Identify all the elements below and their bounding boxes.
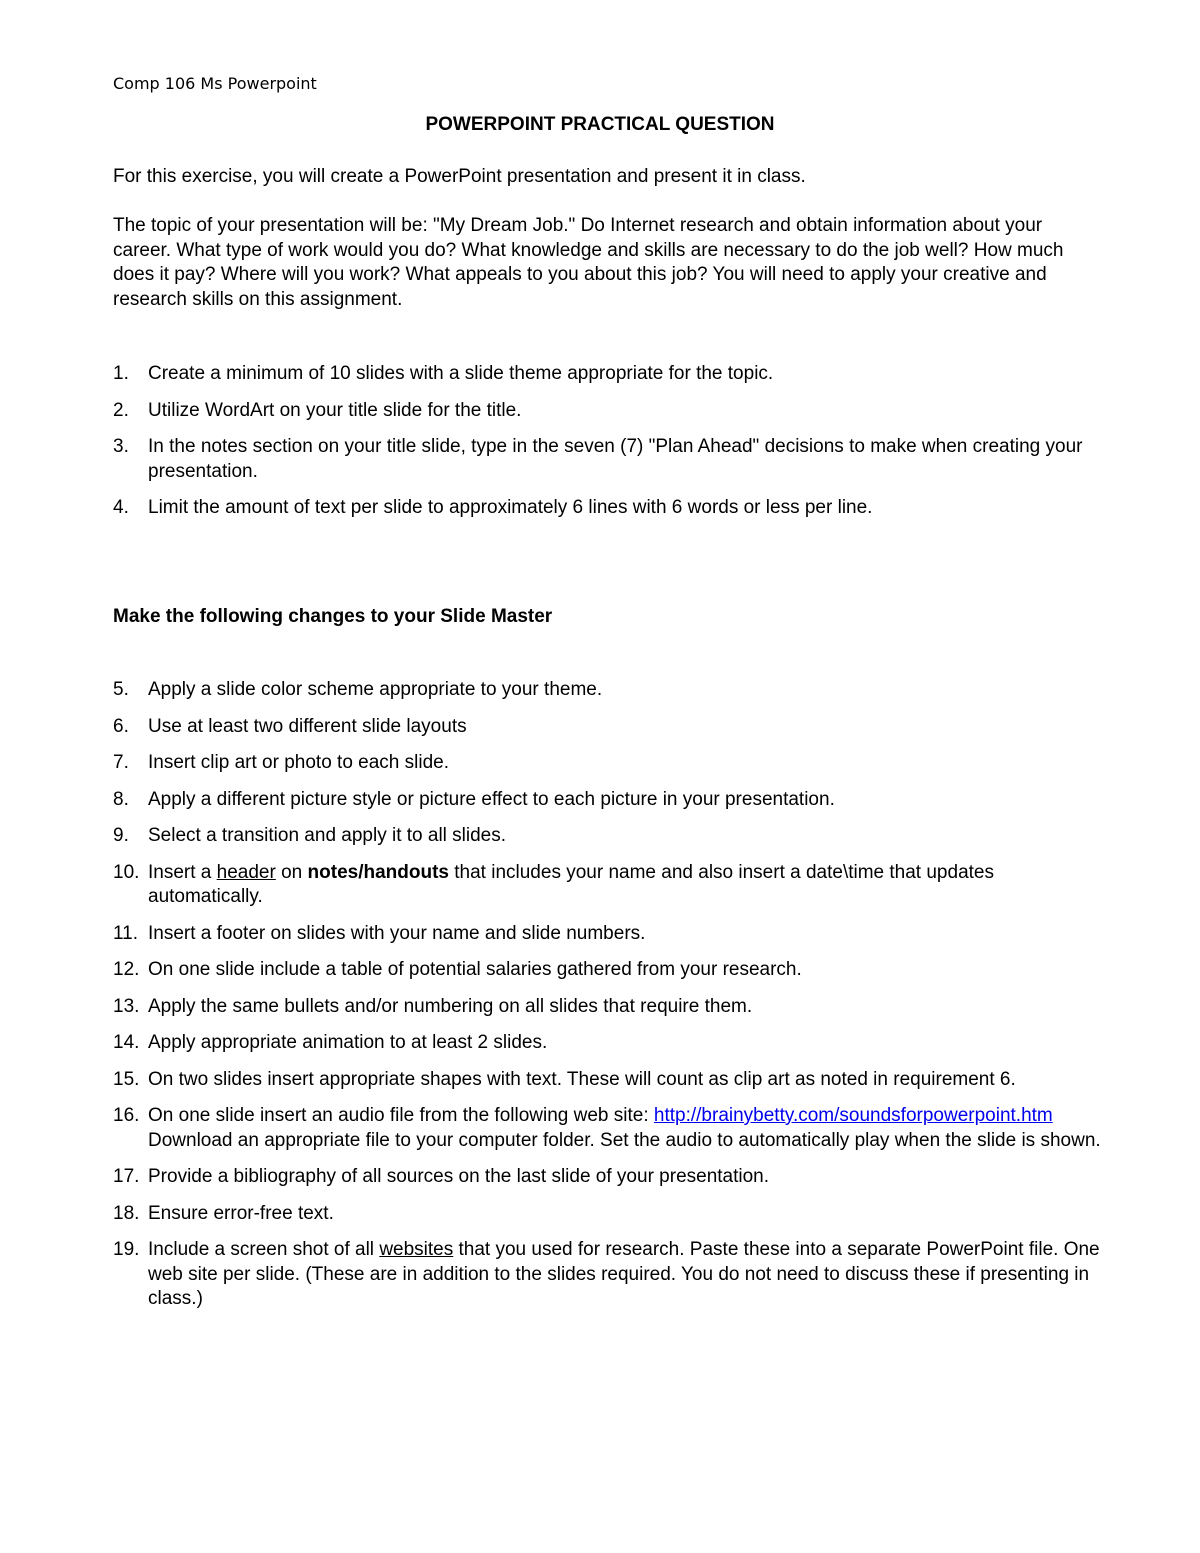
task-text: Use at least two different slide layouts [148,715,467,737]
intro-paragraph: For this exercise, you will create a PowerPoint presentation and present it in class. [113,166,806,187]
task-text-segment: Insert a [148,861,217,883]
task-text: Apply a different picture style or picture effect to each picture in your presentation. [148,788,835,810]
task-item [113,861,1103,910]
task-item [113,496,1103,521]
underlined-term: header [216,861,276,883]
task-text-segment: that you used for research. Paste these into a separate PowerPoint file. One web site per slide. (These are in addition to the slides required. You do not need to discuss these if presenting in class.) [148,1239,1100,1309]
task-text-segment: that includes your name and also insert a date\time that updates automatically. [148,861,994,907]
task-list-general [113,362,1103,533]
task-item [113,678,1103,703]
task-item [113,922,1103,947]
task-number: 6. [113,715,129,737]
task-text: Ensure error-free text. [148,1202,334,1224]
task-number: 5. [113,679,129,700]
underlined-term: websites [379,1239,454,1260]
task-item [113,1104,1103,1153]
task-text: Limit the amount of text per slide to approximately 6 lines with 6 words or less per line. [148,497,873,518]
task-text-segment: Download an appropriate file to your computer folder. Set the audio to automatically play when the slide is shown. [148,1129,1101,1151]
task-text [148,1104,1103,1153]
task-number: 11. [113,922,139,944]
task-text: Apply a slide color scheme appropriate to your theme. [148,679,603,700]
task-number: 15. [113,1068,140,1090]
task-number: 3. [113,436,129,457]
task-number: 7. [113,752,129,773]
task-text-segment: On one slide insert an audio file from the following web site: [148,1105,654,1126]
task-item [113,995,1103,1020]
section-heading-slide-master: Make the following changes to your Slide Master [113,606,553,627]
task-item [113,1238,1103,1312]
task-item [113,362,1103,387]
task-text: Provide a bibliography of all sources on the last slide of your presentation. [148,1166,770,1187]
task-text-segment: Include a screen shot of all [148,1239,380,1260]
task-item [113,1202,1103,1227]
task-item [113,824,1103,849]
task-number: 18. [113,1202,140,1224]
task-number: 17. [113,1166,140,1187]
task-text: Apply appropriate animation to at least 2 slides. [148,1032,548,1053]
topic-paragraph: The topic of your presentation will be: "My Dream Job." Do Internet research and obtain information about your career. What type of work would you do? What knowledge and skills are necessary to do the job well? How much does it pay? Where will you work? What appeals to you about this job? You will need to apply your creative and research skills on this assignment. [113,215,1064,310]
page-title: POWERPOINT PRACTICAL QUESTION [425,114,775,135]
audio-website-link[interactable]: http://brainybetty.com/soundsforpowerpoint.htm [653,1105,1053,1126]
task-number: 9. [113,825,129,846]
task-number: 1. [113,363,129,384]
task-text: On two slides insert appropriate shapes with text. These will count as clip art as noted in requirement 6. [148,1068,1016,1090]
task-text: Insert a footer on slides with your name and slide numbers. [148,922,646,944]
task-number: 13. [113,995,140,1017]
task-text: Select a transition and apply it to all slides. [148,825,507,846]
task-number: 10. [113,861,140,883]
task-text: On one slide include a table of potential salaries gathered from your research. [148,959,802,980]
task-number: 4. [113,497,129,518]
task-list-slide-master [113,678,1103,1324]
task-number: 2. [113,399,129,421]
task-number: 14. [113,1032,140,1053]
running-header: Comp 106 Ms Powerpoint [113,74,317,93]
task-item [113,435,1103,484]
task-item [113,958,1103,983]
task-item [113,751,1103,776]
task-item [113,1031,1103,1056]
task-text: Insert clip art or photo to each slide. [148,752,449,773]
task-item [113,399,1103,424]
task-text: In the notes section on your title slide, type in the seven (7) "Plan Ahead" decisions to make when creating your presentation. [148,436,1083,482]
task-text [148,861,1103,910]
task-item [113,715,1103,740]
task-text: Utilize WordArt on your title slide for the title. [148,399,522,421]
bold-term: notes/handouts [307,861,449,883]
task-number: 16. [113,1105,140,1126]
task-number: 12. [113,959,140,980]
task-text: Apply the same bullets and/or numbering on all slides that require them. [148,995,753,1017]
task-text-segment: on [275,861,308,883]
task-text [148,1238,1103,1312]
task-text: Create a minimum of 10 slides with a slide theme appropriate for the topic. [148,363,774,384]
task-item [113,788,1103,813]
task-item [113,1068,1103,1093]
task-number: 8. [113,788,129,810]
task-number: 19. [113,1239,140,1260]
task-item [113,1165,1103,1190]
